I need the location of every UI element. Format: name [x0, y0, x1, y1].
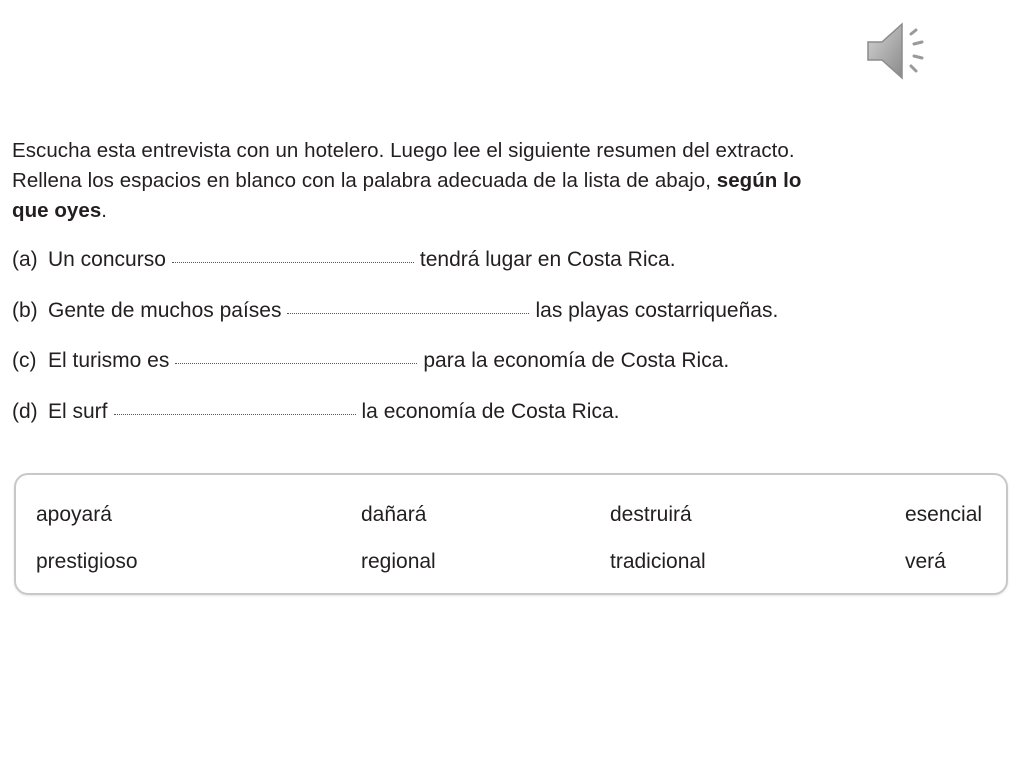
instructions-line-1: Escucha esta entrevista con un hotelero. Luego lee el siguiente resumen del extracto.	[12, 139, 795, 162]
question-text-after: para la economía de Costa Rica.	[423, 349, 730, 372]
instructions-line-2	[12, 166, 1012, 196]
question-text-after: la economía de Costa Rica.	[361, 400, 620, 423]
question-c	[12, 344, 729, 378]
question-text-before: Un concurso	[48, 248, 166, 271]
question-label: (d)	[12, 400, 38, 423]
question-label: (c)	[12, 349, 37, 372]
question-text-before: El turismo es	[48, 349, 170, 372]
instructions-text	[12, 136, 1012, 226]
word-bank-item[interactable]: destruirá	[610, 503, 692, 526]
question-d	[12, 395, 619, 429]
instructions-emphasis-1: según lo	[716, 169, 802, 192]
question-a	[12, 243, 676, 277]
word-bank-box	[14, 473, 1008, 595]
question-text-before: El surf	[48, 400, 108, 423]
word-bank-item[interactable]: dañará	[361, 503, 427, 526]
instructions-line-3	[12, 196, 1012, 226]
question-b	[12, 294, 778, 328]
question-label: (b)	[12, 299, 38, 322]
word-bank-item[interactable]: tradicional	[610, 550, 706, 573]
question-text-after: tendrá lugar en Costa Rica.	[419, 248, 676, 271]
question-text-after: las playas costarriqueñas.	[535, 299, 779, 322]
answer-blank-d[interactable]	[114, 413, 356, 415]
answer-blank-c[interactable]	[175, 362, 417, 364]
question-label: (a)	[12, 248, 38, 271]
instructions-line-3-end: .	[101, 199, 108, 222]
answer-blank-a[interactable]	[172, 261, 414, 263]
word-bank-item[interactable]: verá	[905, 550, 946, 573]
instructions-emphasis-2: que oyes	[12, 199, 102, 222]
answer-blank-b[interactable]	[287, 312, 529, 314]
audio-play-button[interactable]	[862, 18, 936, 84]
question-text-before: Gente de muchos países	[48, 299, 282, 322]
instructions-line-2-text: Rellena los espacios en blanco con la palabra adecuada de la lista de abajo,	[12, 169, 717, 192]
word-bank-item[interactable]: prestigioso	[36, 550, 138, 573]
word-bank-item[interactable]: regional	[361, 550, 436, 573]
word-bank-item[interactable]: apoyará	[36, 503, 112, 526]
word-bank-item[interactable]: esencial	[905, 503, 983, 526]
speaker-icon	[862, 18, 936, 84]
